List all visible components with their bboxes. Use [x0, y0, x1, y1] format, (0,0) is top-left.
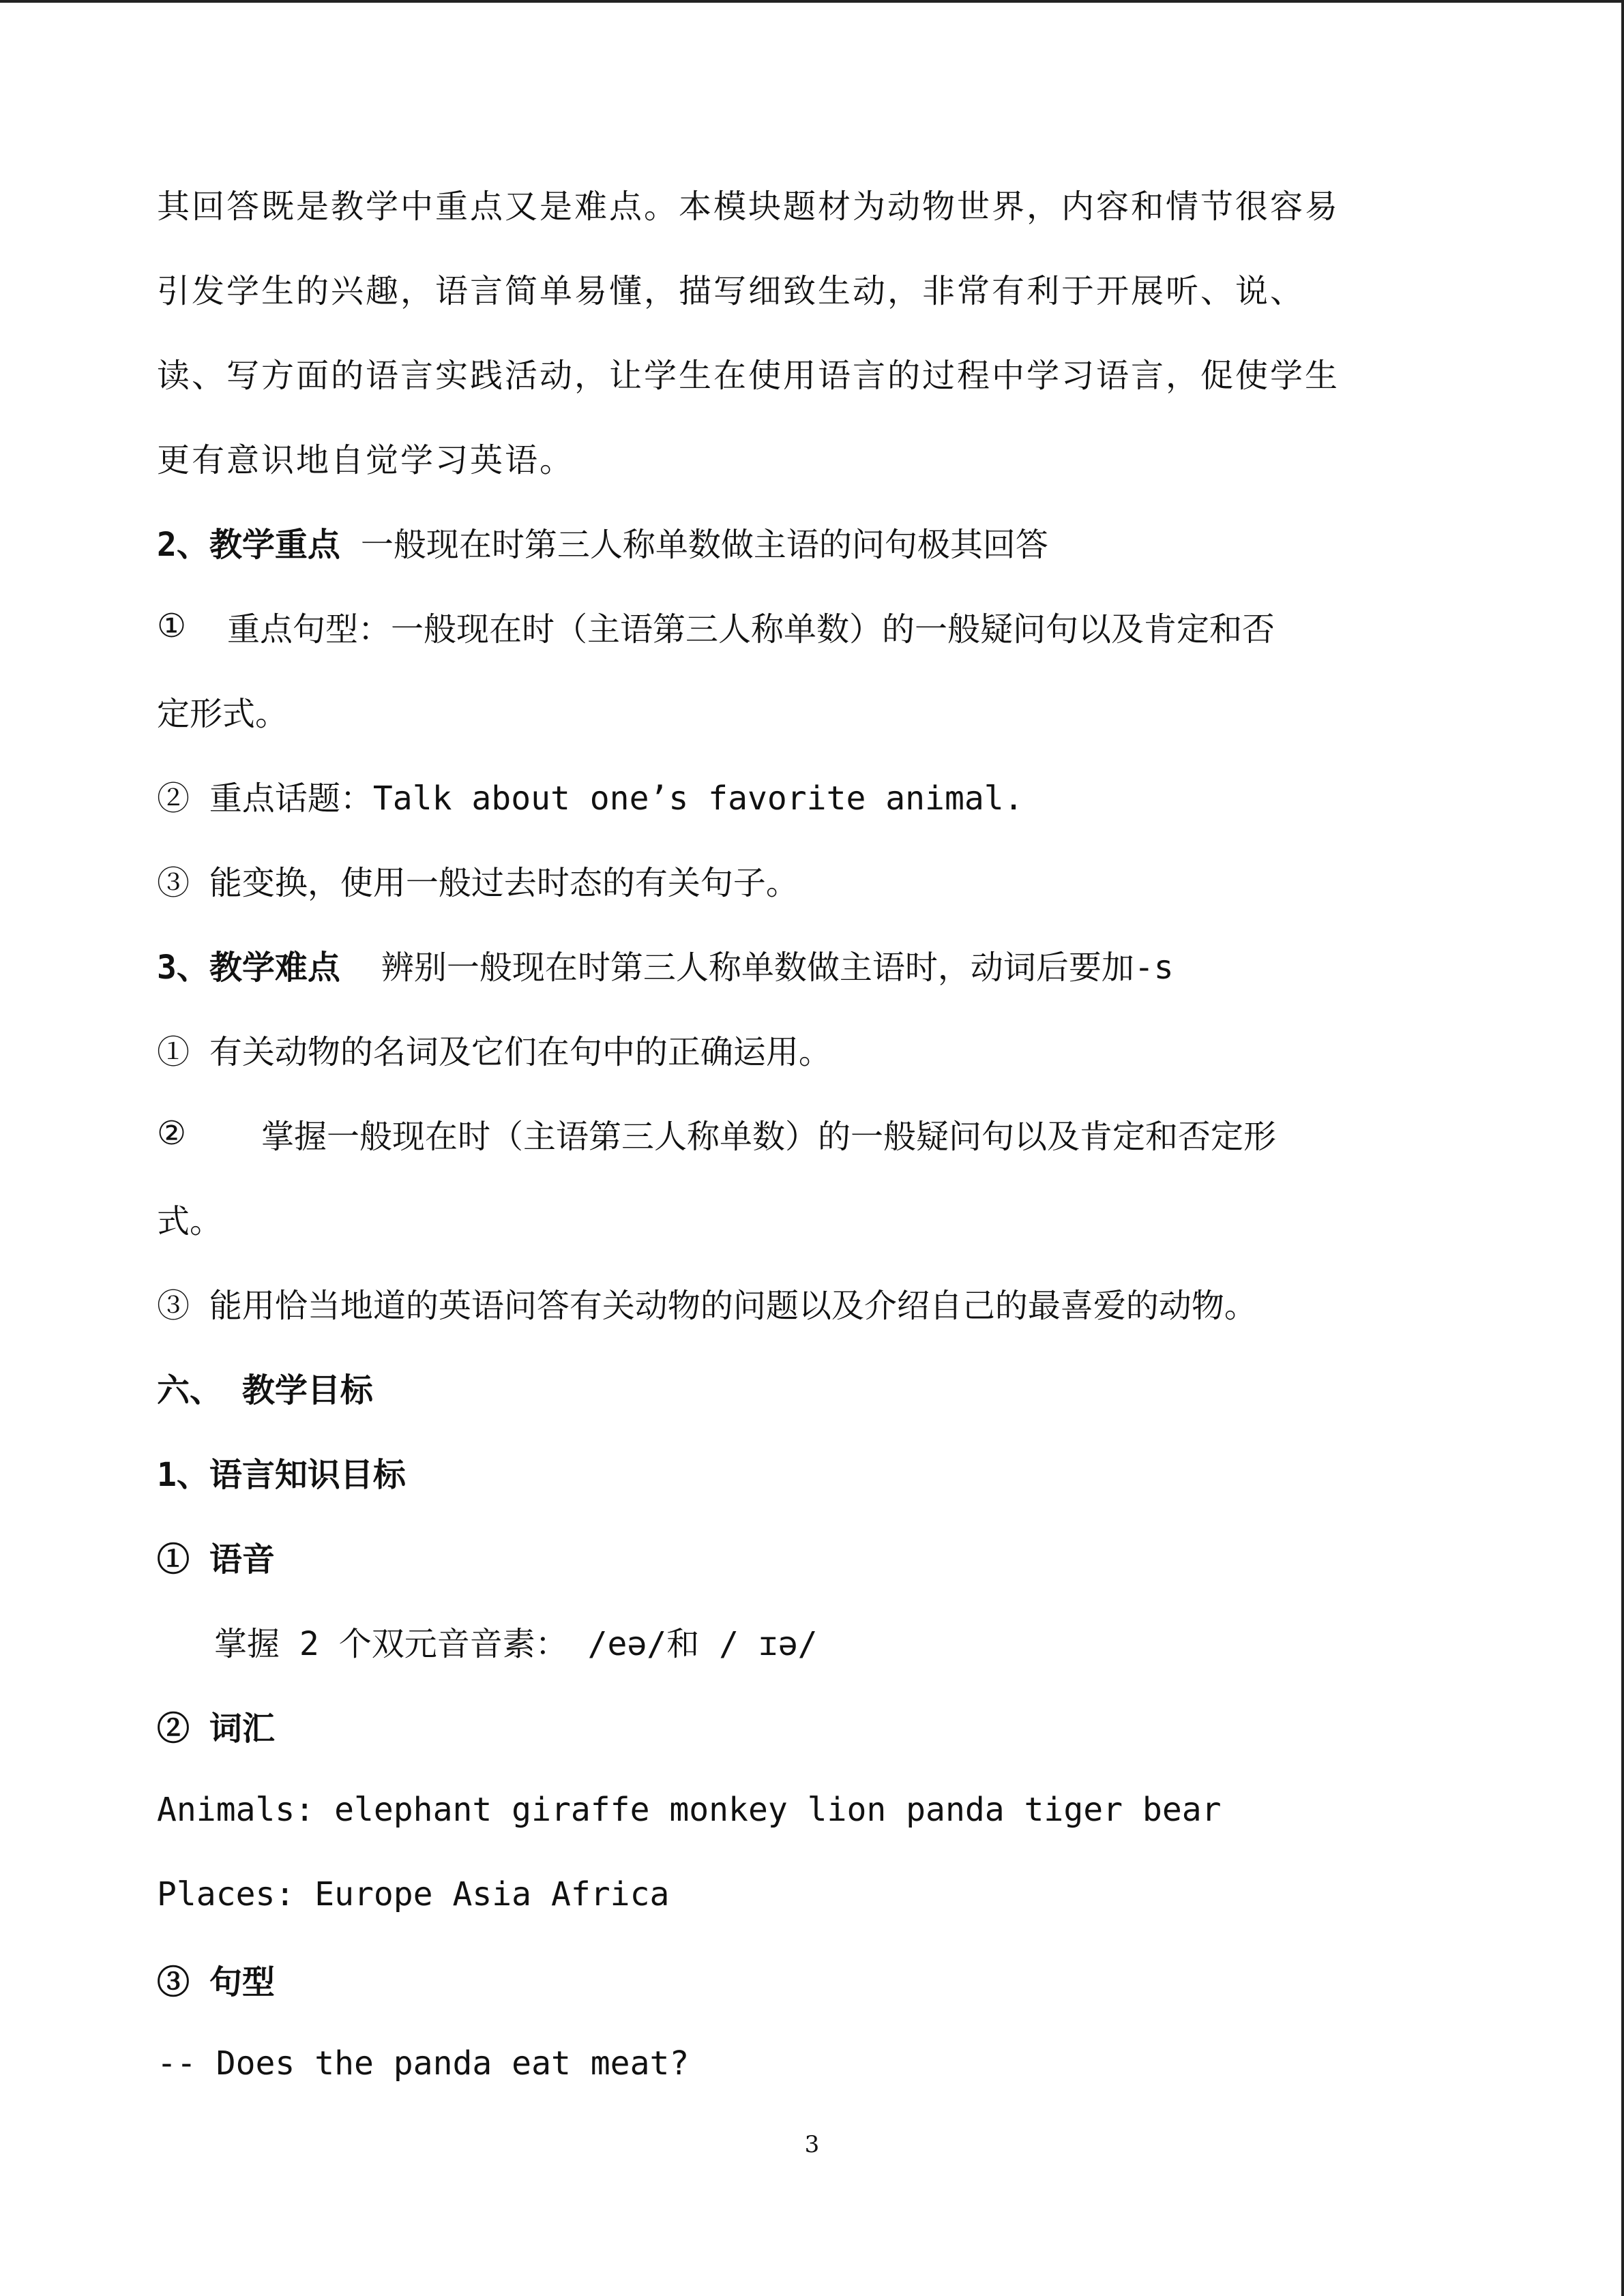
item-text: 重点句型：一般现在时（主语第三人称单数）的一般疑问句以及肯定和否	[227, 610, 1275, 648]
paragraph-line: 更有意识地自觉学习英语。	[157, 441, 575, 479]
difficulty-item-3: ③ 能用恰当地道的英语问答有关动物的问题以及介绍自己的最喜爱的动物。	[157, 1286, 1257, 1325]
sentence-pattern-title: ③ 句型	[157, 1963, 275, 2001]
difficulty-heading-line	[157, 922, 1480, 1007]
focus-heading-line	[157, 499, 1480, 584]
vocabulary-title: ② 词汇	[157, 1709, 275, 1748]
sentence-example: -- Does the panda eat meat?	[157, 2044, 690, 2083]
paragraph-line: 其回答既是教学中重点又是难点。本模块题材为动物世界，内容和情节很容易	[157, 187, 1340, 226]
difficulty-text: 辨别一般现在时第三人称单数做主语时，动词后要加-s	[381, 948, 1174, 987]
focus-item-2: ② 重点话题：Talk about one’s favorite animal.	[157, 779, 1024, 818]
difficulty-heading: 3、教学难点	[157, 948, 340, 987]
page-border-top	[0, 0, 1624, 3]
item-text: 掌握一般现在时（主语第三人称单数）的一般疑问句以及肯定和否定形	[261, 1117, 1277, 1156]
focus-item-1	[157, 584, 1480, 668]
item-number: ②	[157, 1114, 187, 1152]
page-number: 3	[804, 2131, 820, 2158]
focus-text: 一般现在时第三人称单数做主语的问句极其回答	[360, 525, 1048, 564]
focus-item-1-continued: 定形式。	[157, 694, 289, 733]
difficulty-item-2	[157, 1091, 1480, 1176]
phonetics-text: 掌握 2 个双元音音素： /eə/和 / ɪə/	[214, 1624, 818, 1663]
language-goals-heading: 1、语言知识目标	[157, 1455, 406, 1494]
difficulty-item-1: ① 有关动物的名词及它们在句中的正确运用。	[157, 1032, 831, 1071]
paragraph-line: 引发学生的兴趣，语言简单易懂，描写细致生动，非常有利于开展听、说、	[157, 271, 1305, 310]
difficulty-item-2-continued: 式。	[157, 1202, 223, 1240]
places-vocabulary: Places: Europe Asia Africa	[157, 1875, 670, 1913]
focus-heading: 2、教学重点	[157, 525, 340, 564]
page-border-right	[1621, 0, 1624, 2296]
focus-item-3: ③ 能变换，使用一般过去时态的有关句子。	[157, 863, 799, 902]
item-number: ①	[157, 607, 187, 645]
document-page	[157, 161, 1480, 2106]
phonetics-title: ① 语音	[157, 1540, 275, 1579]
goals-heading: 六、 教学目标	[157, 1371, 373, 1410]
animals-vocabulary: Animals: elephant giraffe monkey lion panda tiger bear	[157, 1791, 1222, 1829]
paragraph-line: 读、写方面的语言实践活动，让学生在使用语言的过程中学习语言，促使学生	[157, 356, 1340, 395]
